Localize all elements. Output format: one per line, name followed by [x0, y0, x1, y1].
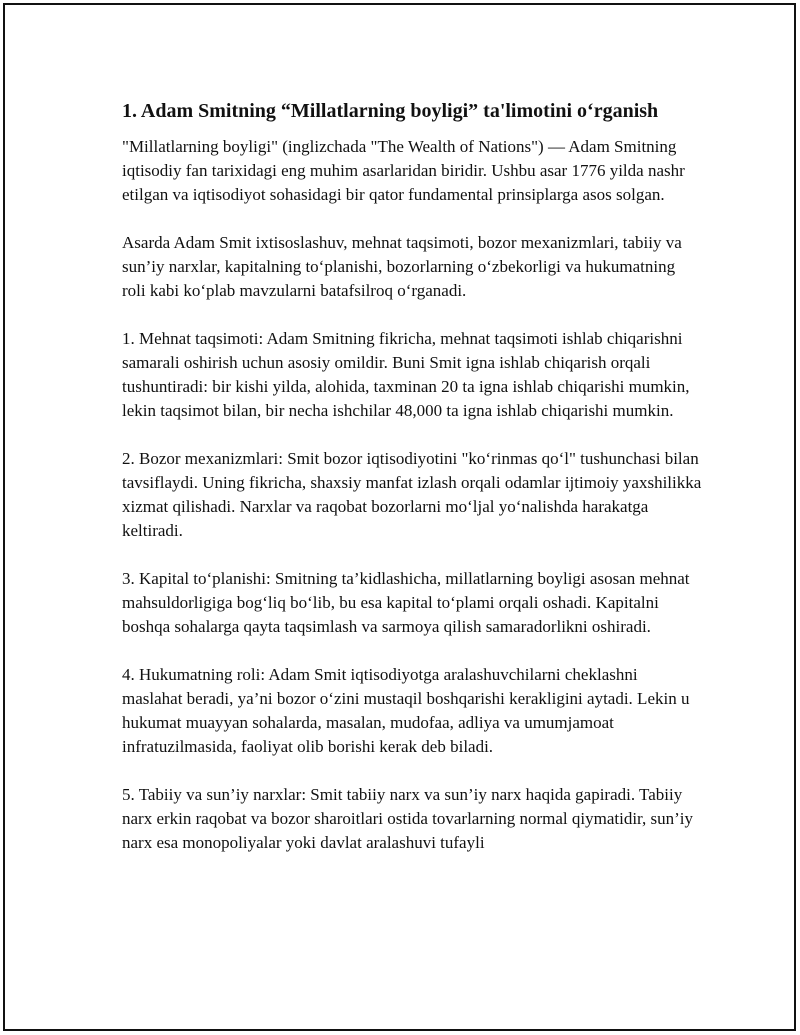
- paragraph-capital-accumulation: 3. Kapital to‘planishi: Smitning ta’kidlashicha, millatlarning boyligi asosan mehnat mahsuldorligiga bog‘liq bo‘lib, bu esa kapital to‘plami orqali oshadi. Kapitalni boshqa sohalarga qayta taqsimlash va sarmoya qilish samaradorlikni oshiradi.: [122, 569, 690, 636]
- paragraph-government-role: 4. Hukumatning roli: Adam Smit iqtisodiyotga aralashuvchilarni cheklashni maslahat beradi, ya’ni bozor o‘zini mustaqil boshqarishi kerakligini aytadi. Lekin u hukumat muayyan sohalarda, masalan, mudofaa, adliya va umumjamoat infratuzilmasida, faoliyat olib borishi kerak deb biladi.: [122, 665, 690, 756]
- document-heading: 1. Adam Smitning “Millatlarning boyligi” ta'limotini o‘rganish: [122, 100, 659, 122]
- paragraph-topics: Asarda Adam Smit ixtisoslashuv, mehnat taqsimoti, bozor mexanizmlari, tabiiy va sun’iy narxlar, kapitalning to‘planishi, bozorlarning o‘zbekorligi va hukumatning roli kabi ko‘plab mavzularni batafsilroq o‘rganadi.: [122, 233, 682, 300]
- paragraph-division-of-labor: 1. Mehnat taqsimoti: Adam Smitning fikricha, mehnat taqsimoti ishlab chiqarishni samarali oshirish uchun asosiy omildir. Buni Smit igna ishlab chiqarish orqali tushuntiradi: bir kishi yilda, alohida, taxminan 20 ta igna ishlab chiqarishi mumkin, lekin taqsimot bilan, bir necha ishchilar 48,000 ta igna ishlab chiqarishi mumkin.: [122, 329, 690, 420]
- document-body: [122, 98, 702, 879]
- paragraph-market-mechanisms: 2. Bozor mexanizmlari: Smit bozor iqtisodiyotini "ko‘rinmas qo‘l" tushunchasi bilan tavsiflaydi. Uning fikricha, shaxsiy manfat izlash orqali odamlar ijtimoiy yaxshilikka xizmat qilishadi. Narxlar va raqobat bozorlarni mo‘ljal yo‘nalishda harakatga keltiradi.: [122, 449, 702, 540]
- paragraph-intro: "Millatlarning boyligi" (inglizchada "The Wealth of Nations") — Adam Smitning iqtisodiy fan tarixidagi eng muhim asarlaridan biridir. Ushbu asar 1776 yilda nashr etilgan va iqtisodiyot sohasidagi bir qator fundamental prinsiplarga asos solgan.: [122, 137, 685, 204]
- paragraph-natural-artificial-prices: 5. Tabiiy va sun’iy narxlar: Smit tabiiy narx va sun’iy narx haqida gapiradi. Tabiiy narx erkin raqobat va bozor sharoitlari ostida tovarlarning normal qiymatidir, sun’iy narx esa monopoliyalar yoki davlat aralashuvi tufayli: [122, 785, 694, 852]
- page-frame: [3, 3, 796, 1031]
